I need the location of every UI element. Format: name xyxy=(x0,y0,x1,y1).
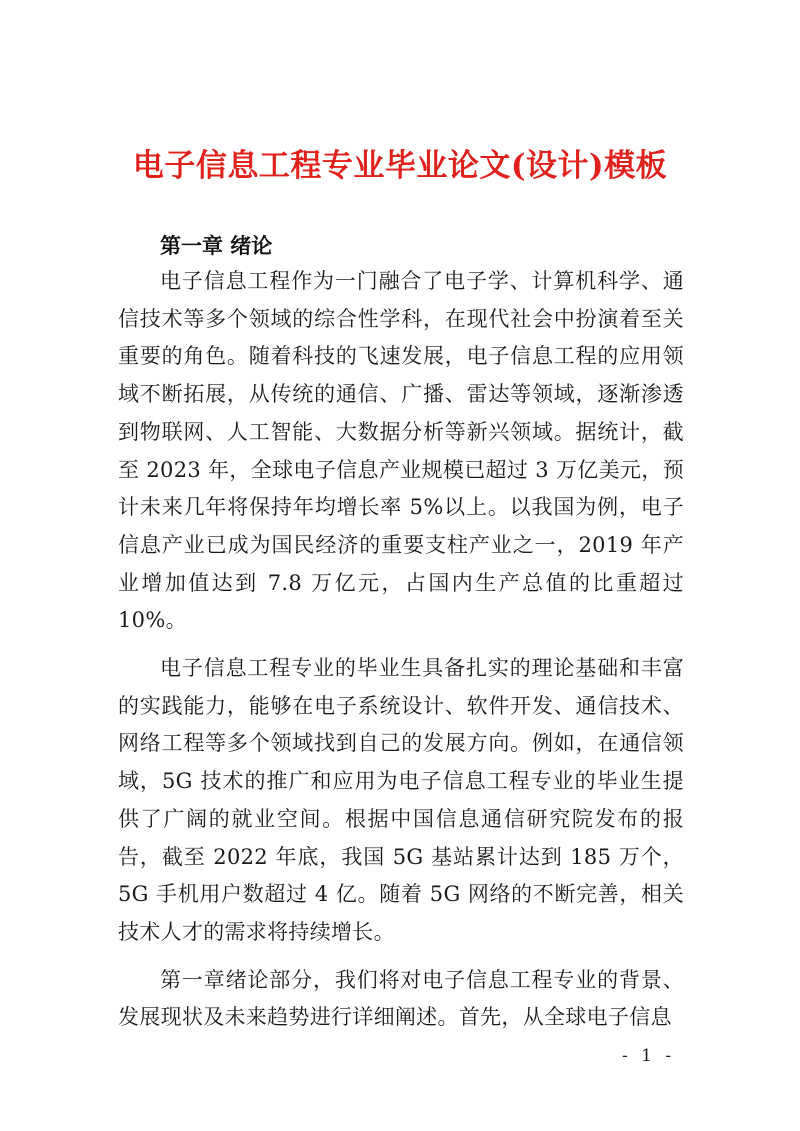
chapter-heading: 第一章 绪论 xyxy=(160,233,273,258)
body-text xyxy=(118,263,684,1047)
paragraph-3: 第一章绪论部分，我们将对电子信息工程专业的背景、发展现状及未来趋势进行详细阐述。首先，从全球电子信息 xyxy=(118,967,684,1030)
paragraph-2: 电子信息工程专业的毕业生具备扎实的理论基础和丰富的实践能力，能够在电子系统设计、软件开发、通信技术、网络工程等多个领域找到自己的发展方向。例如，在通信领域，5G 技术的推广和应用为电子信息工程专业的毕业生提供了广阔的就业空间。根据中国信息通信研究院发布的报告，截至 2022 年底，我国 5G 基站累计达到 185 万个，5G 手机用户数超过 4 亿。随着 5G 网络的不断完善，相关技术人才的需求将持续增长。 xyxy=(118,656,684,944)
document-title: 电子信息工程专业毕业论文(设计)模板 xyxy=(132,148,668,184)
page-number: - 1 - xyxy=(622,1046,676,1066)
paragraph-1: 电子信息工程作为一门融合了电子学、计算机科学、通信技术等多个领域的综合性学科，在现代社会中扮演着至关重要的角色。随着科技的飞速发展，电子信息工程的应用领域不断拓展，从传统的通信、广播、雷达等领域，逐渐渗透到物联网、人工智能、大数据分析等新兴领域。据统计，截至 2023 年，全球电子信息产业规模已超过 3 万亿美元，预计未来几年将保持年均增长率 5%以上。以我国为例，电子信息产业已成为国民经济的重要支柱产业之一，2019 年产业增加值达到 7.8 万亿元，占国内生产总值的比重超过 10%。 xyxy=(118,269,684,633)
